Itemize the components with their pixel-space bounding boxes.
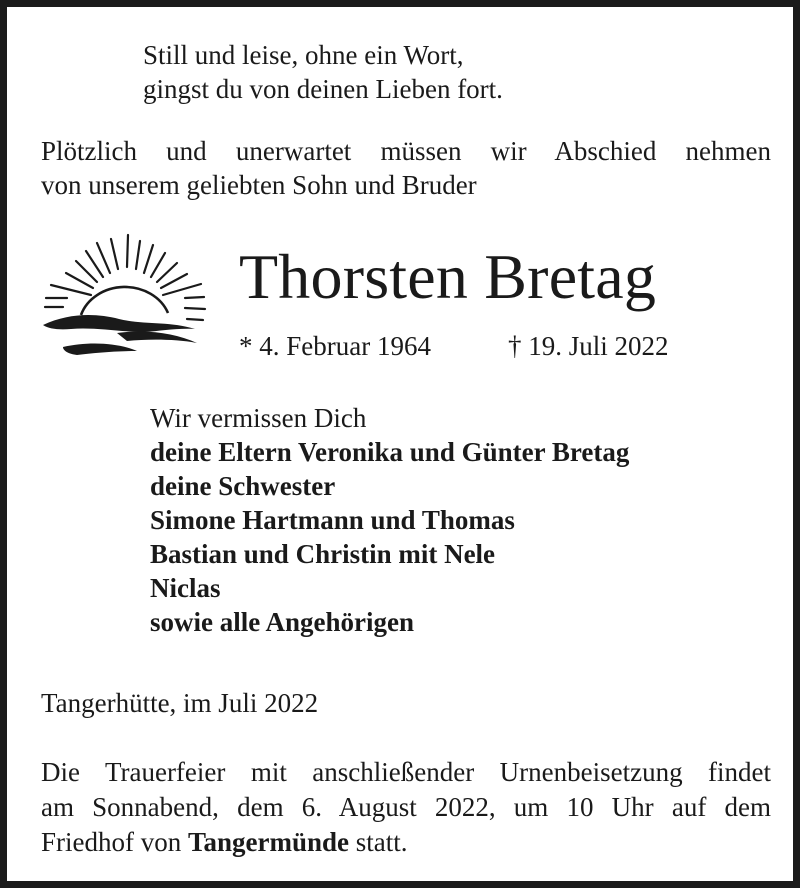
mourner-line: deine Eltern Veronika und Günter Bretag	[150, 437, 630, 467]
birth-date: * 4. Februar 1964	[239, 331, 431, 361]
funeral-text: statt.	[355, 827, 408, 857]
deceased-name: Thorsten Bretag	[239, 241, 657, 312]
mourners-list	[150, 401, 629, 639]
mourner-line: Niclas	[150, 573, 221, 603]
funeral-line	[41, 825, 408, 859]
mourner-line: deine Schwester	[150, 471, 336, 501]
mourner-line: Bastian und Christin mit Nele	[150, 539, 496, 569]
mourner-line: Simone Hartmann und Thomas	[150, 505, 515, 535]
place-date: Tangerhütte, im Juli 2022	[41, 688, 319, 718]
poem-line: gingst du von deinen Lieben fort.	[143, 74, 503, 104]
sunset-emblem	[37, 229, 207, 365]
funeral-line: am Sonnabend, dem 6. August 2022, um 10 Uhr auf dem	[41, 792, 771, 822]
funeral-line: Die Trauerfeier mit anschließender Urnenbeisetzung findet	[41, 757, 771, 787]
poem	[143, 38, 503, 106]
intro-line: von unserem geliebten Sohn und Bruder	[41, 170, 477, 200]
death-date: † 19. Juli 2022	[508, 331, 669, 361]
funeral-place: Tangermünde	[187, 827, 350, 857]
intro-line: Plötzlich und unerwartet müssen wir Abschied nehmen	[41, 136, 771, 166]
mourner-line: sowie alle Angehörigen	[150, 607, 414, 637]
mourners-lead: Wir vermissen Dich	[150, 403, 367, 433]
poem-line: Still und leise, ohne ein Wort,	[143, 40, 464, 70]
funeral-text: Friedhof von	[41, 827, 182, 857]
